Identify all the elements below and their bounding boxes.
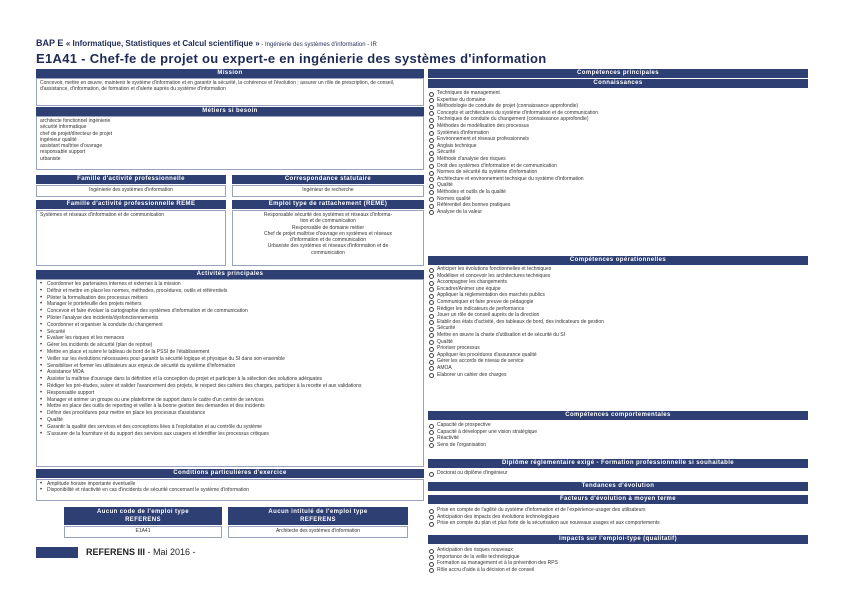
mission-text: Concevoir, mettre en œuvre, maintenir le système d'information et en garantir la sécurité, la cohérence et l'évolution ; assurer un rôle de prescription, de conseil, d'assistance, d'information, de formation et d'alerte auprès du système d'information — [36, 78, 424, 106]
operationnelle-item: Rédiger les indicateurs de performance — [428, 306, 808, 313]
facteur-item: Anticipation des impacts des évolutions technologiques — [428, 514, 808, 521]
connaissance-item: Sécurité — [428, 149, 808, 156]
comportementales-list — [428, 422, 808, 450]
emploi-reme-line: Responsable sécurité des systèmes et réseaux d'informa- — [263, 212, 393, 218]
operationnelle-item: Communiquer et faire preuve de pédagogie — [428, 299, 808, 306]
activities-header: Activités principales — [36, 270, 424, 279]
activity-item: • Sensibiliser et former les utilisateurs aux enjeux de sécurité du système d'information — [40, 363, 420, 370]
footer-date: - Mai 2016 - — [145, 547, 196, 557]
facteur-item: Prise en compte de l'agilité du système d'information et de l'expérience-usager des utilisateurs — [428, 507, 808, 514]
footer-brand-name: REFERENS III — [86, 547, 146, 557]
operationnelle-item: Gérer les accords de niveau de service — [428, 358, 808, 365]
impacts-header: Impacts sur l'emploi-type (qualitatif) — [428, 535, 808, 544]
condition-item: • Amplitude horaire importante éventuelle — [40, 481, 420, 487]
activity-item: • Mettre en place et suivre le tableau de bord de la PSSI de l'établissement — [40, 349, 420, 356]
conditions-header: Conditions particulières d'exercice — [36, 469, 424, 478]
operationnelle-item: AMOA — [428, 365, 808, 372]
connaissance-item: Droit des systèmes d'information et de communication — [428, 163, 808, 170]
condition-item: • Disponibilité et réactivité en cas d'incidents de sécurité concernant le système d'information — [40, 487, 420, 493]
operationnelles-list — [428, 266, 808, 412]
activity-item: • Manager le portefeuille des projets métiers — [40, 301, 420, 308]
activity-item: • Piloter la formalisation des processus métiers — [40, 295, 420, 302]
activity-item: • Assistance MOA — [40, 369, 420, 376]
connaissance-item: Techniques de conduite du changement (connaissance approfondie) — [428, 116, 808, 123]
statutaire-header: Correspondance statutaire — [232, 175, 424, 184]
emploi-reme-line: Responsable de domaine métier — [292, 224, 364, 231]
emploi-reme-line: d'information et de communication — [290, 237, 366, 244]
family-reme-value: Systèmes et réseaux d'information et de communication — [36, 210, 226, 266]
operationnelle-item: Accompagner les changements — [428, 279, 808, 286]
bap-title: « Informatique, Statistiques et Calcul scientifique » — [65, 39, 260, 48]
operationnelle-item: Encadrer/Animer une équipe — [428, 286, 808, 293]
metier-item: architecte fonctionnel ingénierie — [40, 118, 111, 124]
emploi-reme-line: Chef de projet maîtrise d'ouvrage en systèmes et réseaux — [264, 230, 392, 237]
facteur-item: Prise en compte du plan et plus forte de la sécurisation aux nouveaux usages et aux comportements — [428, 520, 808, 527]
operationnelle-item: Appliquer la réglementation des marchés publics — [428, 292, 808, 299]
activity-item: • Evaluer les risques et les menaces — [40, 335, 420, 342]
operationnelle-item: Sécurité — [428, 325, 808, 332]
intitule-value: Architecte des systèmes d'information — [228, 526, 408, 538]
impact-item: Anticipation des risques nouveaux — [428, 547, 808, 554]
emploi-reme-line: Urbaniste des systèmes et réseaux d'information et de — [267, 243, 389, 250]
activity-item: • Concevoir et faire évoluer la cartographie des systèmes d'information et de communication — [40, 308, 420, 315]
comportementales-header: Compétences comportementales — [428, 411, 808, 420]
emploi-reme-header: Emploi type de rattachement (REME) — [232, 200, 424, 209]
activities-list — [36, 279, 424, 467]
connaissance-item: Expertise du domaine — [428, 97, 808, 104]
code-header — [64, 507, 222, 525]
connaissance-item: Environnement et réseaux professionnels — [428, 136, 808, 143]
intitule-header — [228, 507, 408, 525]
comportementale-item: Réactivité — [428, 435, 808, 442]
activity-item: • Qualité — [40, 417, 420, 424]
bap-family: - Ingénierie des systèmes d'information - IR — [259, 42, 377, 48]
connaissance-item: Analyse de la valeur — [428, 209, 808, 216]
connaissance-item: Référentiel des bonnes pratiques — [428, 202, 808, 209]
family-pro-value: Ingénierie des systèmes d'information — [36, 185, 226, 197]
connaissance-item: Méthode d'analyse des risques — [428, 156, 808, 163]
activity-item: • Coordonner les partenaires internes et externes à la mission — [40, 281, 420, 288]
code-header-line: REFERENS — [125, 517, 161, 523]
bap-label: BAP E — [36, 38, 64, 48]
activity-item: • Définir des procédures pour mettre en place les processus d'assistance — [40, 410, 420, 417]
connaissance-item: Méthodes et outils de la qualité — [428, 189, 808, 196]
code-value: E1A41 — [64, 526, 222, 538]
impact-item: Rôle accru d'aide à la décision et de conseil — [428, 567, 808, 574]
connaissance-item: Qualité — [428, 182, 808, 189]
emploi-reme-line: communication — [311, 249, 345, 256]
connaissance-item: Normes qualité — [428, 196, 808, 203]
metier-item: chef de projet/directeur de projet — [40, 130, 112, 137]
operationnelle-item: Qualité — [428, 339, 808, 346]
diplome-header: Diplôme réglementaire exigé - Formation professionnelle si souhaitable — [428, 459, 808, 468]
diplome-list — [428, 470, 808, 478]
operationnelle-item: Elaborer un cahier des charges — [428, 372, 808, 379]
activity-item: • Assister la maîtrise d'ouvrage dans la définition et la conception du projet et participer à la sélection des solutions adéquates — [40, 376, 420, 383]
metier-item: ingénieur qualité — [40, 136, 77, 143]
page-title — [36, 51, 547, 66]
activity-item: • Garantir la qualité des services et des conceptions liées à l'exploitation et au contrôle du système — [40, 424, 420, 431]
operationnelle-item: Etablir des états d'activité, des tableaux de bord, des indicateurs de gestion — [428, 319, 808, 326]
facteurs-header: Facteurs d'évolution à moyen terme — [428, 495, 808, 504]
metier-item: sécurité informatique — [40, 124, 87, 131]
bap-header — [36, 38, 596, 48]
connaissance-item: Techniques de management — [428, 90, 808, 97]
comportementale-item: Capacité de prospective — [428, 422, 808, 429]
activity-item: • Mettre en place des outils de reporting et veiller à la bonne gestion des demandes et des incidents — [40, 403, 420, 410]
family-pro-header: Famille d'activité professionnelle — [36, 175, 226, 184]
impact-item: Formation au management et à la prévention des RPS — [428, 560, 808, 567]
conditions-list — [36, 479, 424, 501]
comportementale-item: Capacité à développer une vision stratégique — [428, 429, 808, 436]
job-title: - Chef-fe de projet ou expert-e en ingénierie des systèmes d'information — [77, 51, 547, 66]
job-code: E1A41 — [36, 51, 78, 66]
metiers-header: Métiers si besoin — [36, 107, 424, 116]
tendances-header: Tendances d'évolution — [428, 482, 808, 491]
activity-item: • Rédiger les pré-études, suivre et valider l'avancement des projets, le respect des cahiers des charges, participer à la recette et aux validations — [40, 383, 420, 390]
connaissance-item: Systèmes d'information — [428, 130, 808, 137]
emploi-reme-line: tion et de communication — [300, 218, 356, 225]
activity-item: • Définir et mettre en place les normes, méthodes, procédures, outils et référentiels — [40, 288, 420, 295]
diplome-item: Doctorat ou diplôme d'ingénieur — [428, 470, 808, 477]
footer-brand — [86, 547, 196, 557]
facteurs-list — [428, 507, 808, 529]
competences-header: Compétences principales — [428, 69, 808, 78]
comportementale-item: Sens de l'organisation — [428, 442, 808, 449]
operationnelle-item: Jouer un rôle de conseil auprès de la direction — [428, 312, 808, 319]
emploi-reme-list — [232, 210, 424, 266]
operationnelle-item: Mettre en œuvre la charte d'utilisation et de sécurité du SI — [428, 332, 808, 339]
metiers-list — [36, 116, 424, 170]
impacts-list — [428, 547, 808, 579]
connaissance-item: Anglais technique — [428, 143, 808, 150]
intitule-header-line: Aucun intitulé de l'emploi type — [268, 509, 368, 515]
operationnelles-header: Compétences opérationnelles — [428, 256, 808, 265]
impact-item: Importance de la veille technologique — [428, 554, 808, 561]
connaissance-item: Normes de sécurité du système d'information — [428, 169, 808, 176]
intitule-header-line: REFERENS — [300, 517, 336, 523]
operationnelle-item: Appliquer les procédures d'assurance qualité — [428, 352, 808, 359]
activity-item: • S'assurer de la fourniture et du support des services aux usagers et identifier les processus critiques — [40, 431, 420, 438]
connaissance-item: Méthodologie de conduite de projet (connaissance approfondie) — [428, 103, 808, 110]
metier-item: urbaniste — [40, 155, 61, 162]
activity-item: • Sécurité — [40, 329, 420, 336]
activity-item: • Manager et animer un groupe ou une plateforme de support dans le cadre d'un centre de services — [40, 397, 420, 404]
footer-bar — [36, 547, 78, 558]
activity-item: • Veiller sur les évolutions nécessaires pour garantir la sécurité logique et physique du SI dans son ensemble — [40, 356, 420, 363]
operationnelle-item: Anticiper les évolutions fonctionnelles et techniques — [428, 266, 808, 273]
mission-header: Mission — [36, 69, 424, 78]
connaissance-item: Méthodes de modélisation des processus — [428, 123, 808, 130]
operationnelle-item: Modéliser et concevoir les architectures techniques — [428, 273, 808, 280]
connaissances-header: Connaissances — [428, 79, 808, 88]
metier-item: assistant maîtrise d'ouvrage — [40, 143, 103, 150]
metier-item: responsable support — [40, 149, 86, 156]
connaissances-list — [428, 90, 808, 254]
activity-item: • Gérer les incidents de sécurité (plan de reprise) — [40, 342, 420, 349]
connaissance-item: Architecture et environnement technique du système d'information — [428, 176, 808, 183]
activity-item: • Responsable support — [40, 390, 420, 397]
family-reme-header: Famille d'activité professionnelle REME — [36, 200, 226, 209]
statutaire-value: Ingénieur de recherche — [232, 185, 424, 197]
operationnelle-item: Prioriser processus — [428, 345, 808, 352]
connaissance-item: Concepts et architectures du système d'information et de communication — [428, 110, 808, 117]
code-header-line: Aucun code de l'emploi type — [97, 509, 189, 515]
activity-item: • Piloter l'analyse des incidents/dysfonctionnements — [40, 315, 420, 322]
activity-item: • Coordonner et organiser la conduite du changement — [40, 322, 420, 329]
